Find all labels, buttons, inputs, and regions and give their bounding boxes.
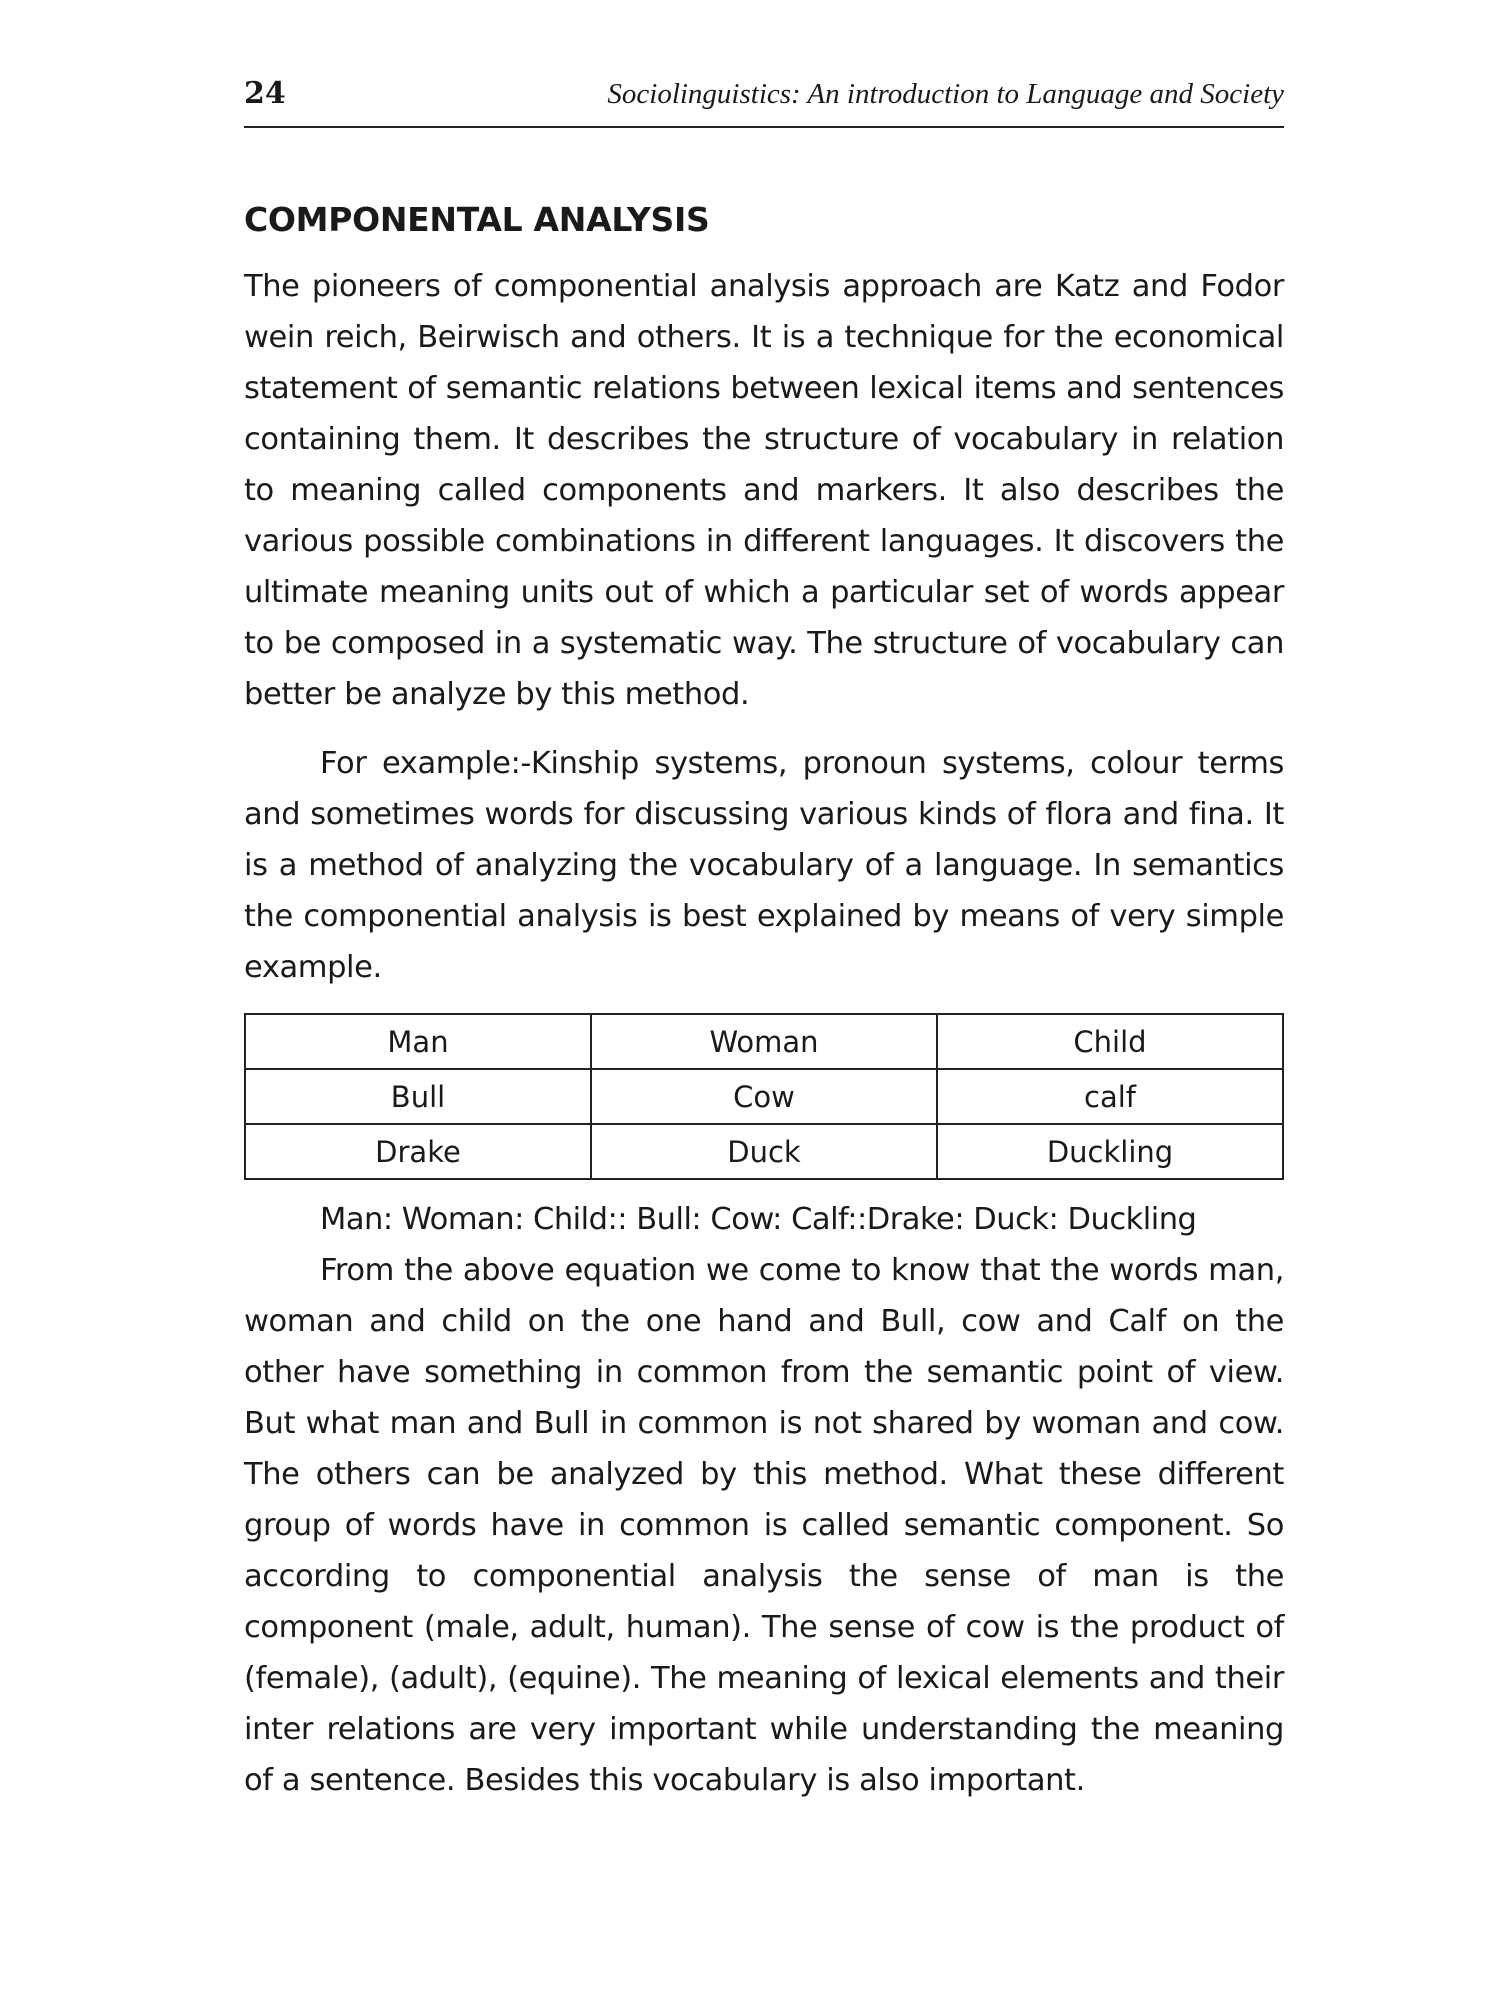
table-cell: Drake <box>245 1124 591 1179</box>
table-cell: Duck <box>591 1124 937 1179</box>
table-cell: Bull <box>245 1069 591 1124</box>
table-cell: Child <box>937 1014 1283 1069</box>
page-number: 24 <box>244 76 286 111</box>
table-cell: Duckling <box>937 1124 1283 1179</box>
running-header <box>244 60 1284 128</box>
book-page <box>244 60 1284 1806</box>
book-title: Sociolinguistics: An introduction to Language and Society <box>607 78 1284 110</box>
table-cell: Man <box>245 1014 591 1069</box>
table-row <box>245 1014 1283 1069</box>
section-heading: COMPONENTAL ANALYSIS <box>244 200 710 239</box>
table-cell: calf <box>937 1069 1283 1124</box>
paragraph-explanation: From the above equation we come to know that the words man, woman and child on the one hand and Bull, cow and Calf on the other have something in common from the semantic point of view. But what man and Bull in common is not shared by woman and cow. The others can be analyzed by this method. What these different group of words have in common is called semantic component. So according to componential analysis the sense of man is the component (male, adult, human). The sense of cow is the product of (female), (adult), (equine). The meaning of lexical elements and their inter relations are very important while understanding the meaning of a sentence. Besides this vocabulary is also important. <box>244 1253 1284 1798</box>
word-analogy-table <box>244 1013 1284 1180</box>
paragraph-example: For example:-Kinship systems, pronoun systems, colour terms and sometimes words for discussing various kinds of flora and fina. It is a method of analyzing the vocabulary of a language. In semantics the componential analysis is best explained by means of very simple example. <box>244 746 1284 985</box>
table-row <box>245 1124 1283 1179</box>
table-row <box>245 1069 1283 1124</box>
table-cell: Cow <box>591 1069 937 1124</box>
analogy-equation: Man: Woman: Child:: Bull: Cow: Calf::Drake: Duck: Duckling <box>320 1202 1197 1237</box>
paragraph-intro: The pioneers of componential analysis approach are Katz and Fodor wein reich, Beirwisch and others. It is a technique for the economical statement of semantic relations between lexical items and sentences containing them. It describes the structure of vocabulary in relation to meaning called components and markers. It also describes the various possible combinations in different languages. It discovers the ultimate meaning units out of which a particular set of words appear to be composed in a systematic way. The structure of vocabulary can better be analyze by this method. <box>244 269 1284 712</box>
table-cell: Woman <box>591 1014 937 1069</box>
